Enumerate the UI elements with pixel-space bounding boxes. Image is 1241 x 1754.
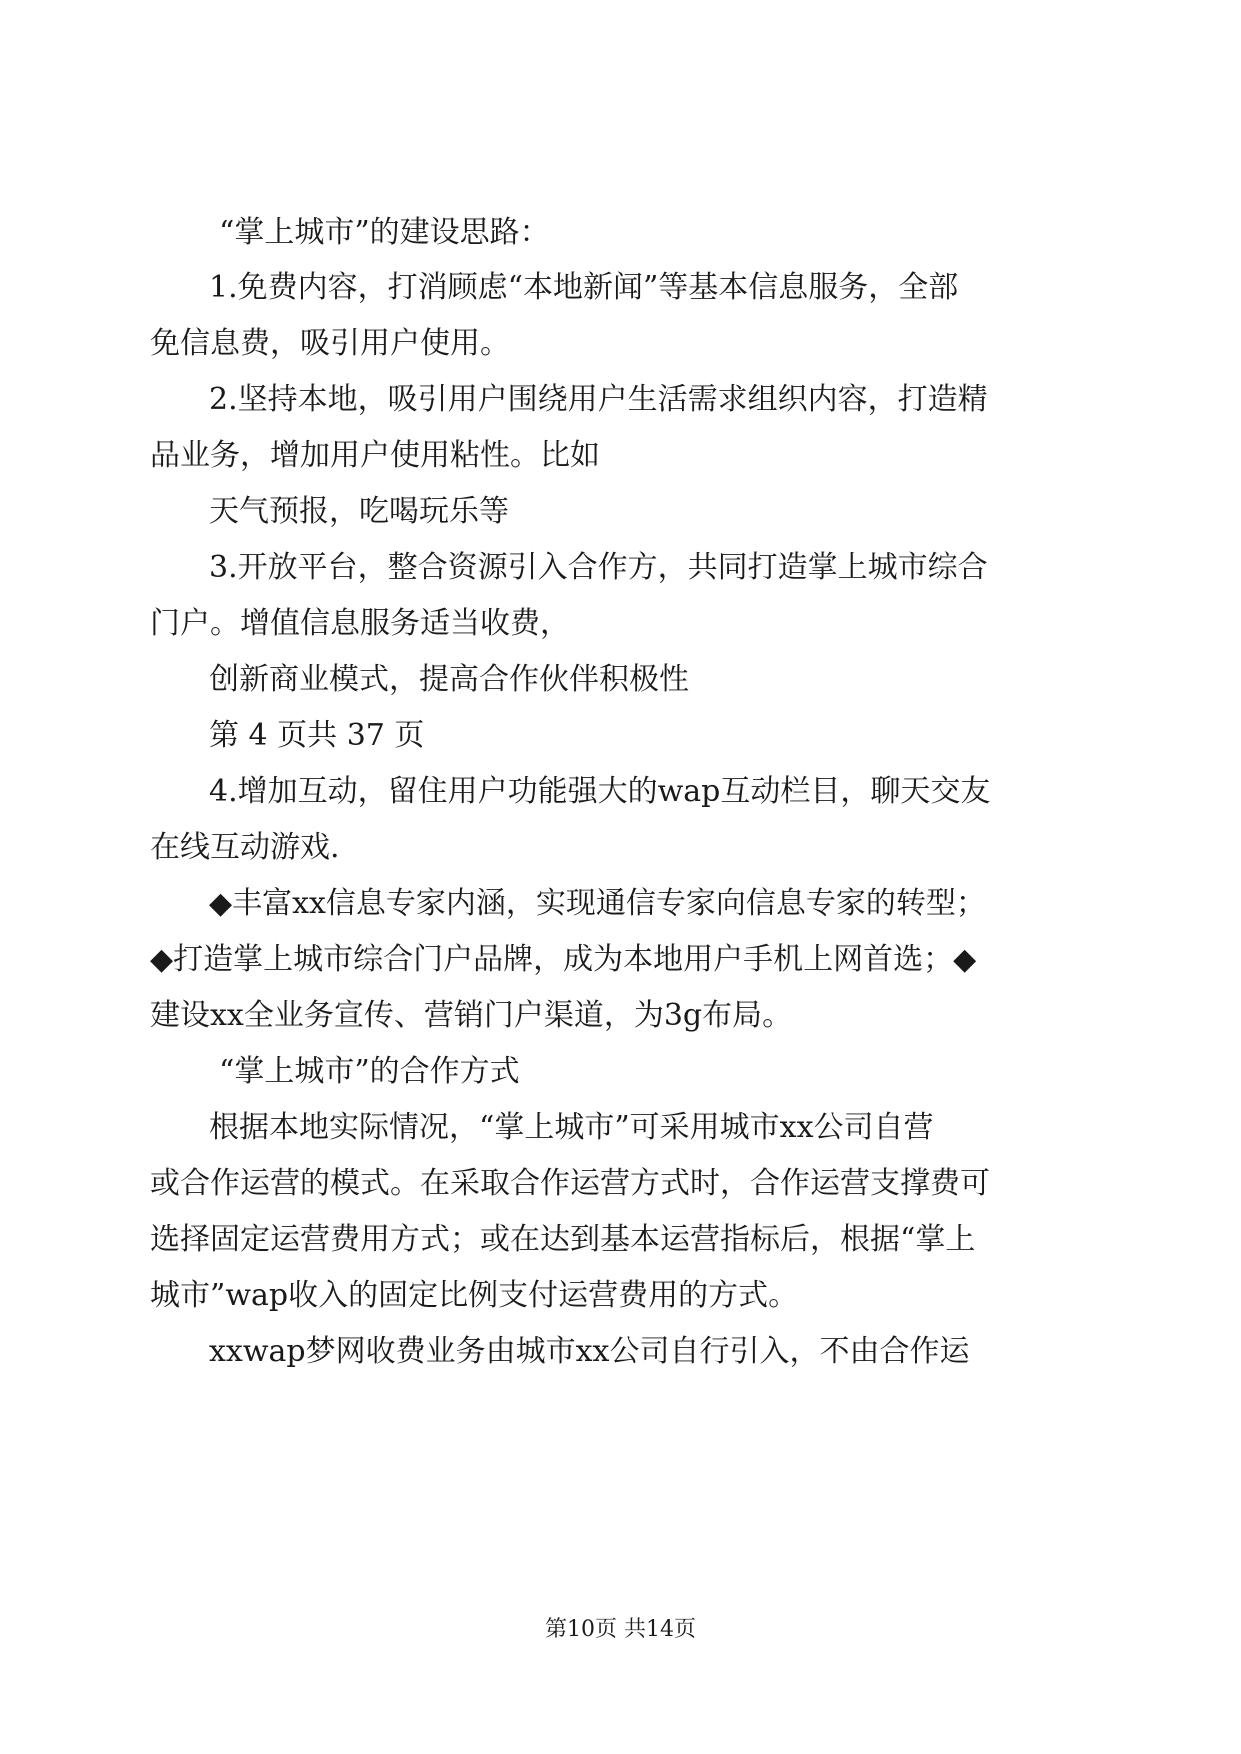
paragraph-line: 在线互动游戏. [150, 830, 340, 865]
section-heading-cooperation-mode: “掌上城市”的合作方式 [219, 1054, 520, 1089]
paragraph-line: 3.开放平台，整合资源引入合作方，共同打造掌上城市综合 [209, 550, 988, 585]
paragraph-line: 免信息费，吸引用户使用。 [150, 326, 510, 361]
paragraph-line: 选择固定运营费用方式；或在达到基本运营指标后，根据“掌上 [150, 1222, 976, 1257]
paragraph-line: 创新商业模式，提高合作伙伴积极性 [209, 662, 689, 697]
section-heading-construction-ideas: “掌上城市”的建设思路： [219, 215, 550, 250]
paragraph-line: 4.增加互动，留住用户功能强大的wap互动栏目，聊天交友 [209, 774, 991, 809]
bullet-line: ◆打造掌上城市综合门户品牌，成为本地用户手机上网首选；◆ [150, 942, 977, 977]
paragraph-line: xxwap梦网收费业务由城市xx公司自行引入，不由合作运 [209, 1334, 970, 1369]
page-footer: 第10页 共14页 [545, 1617, 696, 1642]
paragraph-line: 城市”wap收入的固定比例支付运营费用的方式。 [150, 1278, 799, 1313]
paragraph-line: 根据本地实际情况，“掌上城市”可采用城市xx公司自营 [209, 1110, 934, 1145]
paragraph-line: 天气预报，吃喝玩乐等 [209, 494, 509, 529]
paragraph-line: 2.坚持本地，吸引用户围绕用户生活需求组织内容，打造精 [209, 382, 988, 417]
paragraph-line: 建设xx全业务宣传、营销门户渠道，为3g布局。 [150, 998, 793, 1033]
paragraph-line: 1.免费内容，打消顾虑“本地新闻”等基本信息服务，全部 [209, 270, 959, 305]
bullet-line: ◆丰富xx信息专家内涵，实现通信专家向信息专家的转型； [209, 886, 986, 921]
paragraph-line: 品业务，增加用户使用粘性。比如 [150, 438, 600, 473]
paragraph-line: 门户。增值信息服务适当收费， [150, 606, 570, 641]
paragraph-line: 或合作运营的模式。在采取合作运营方式时，合作运营支撑费可 [150, 1166, 990, 1201]
inline-page-reference: 第 4 页共 37 页 [209, 718, 425, 753]
